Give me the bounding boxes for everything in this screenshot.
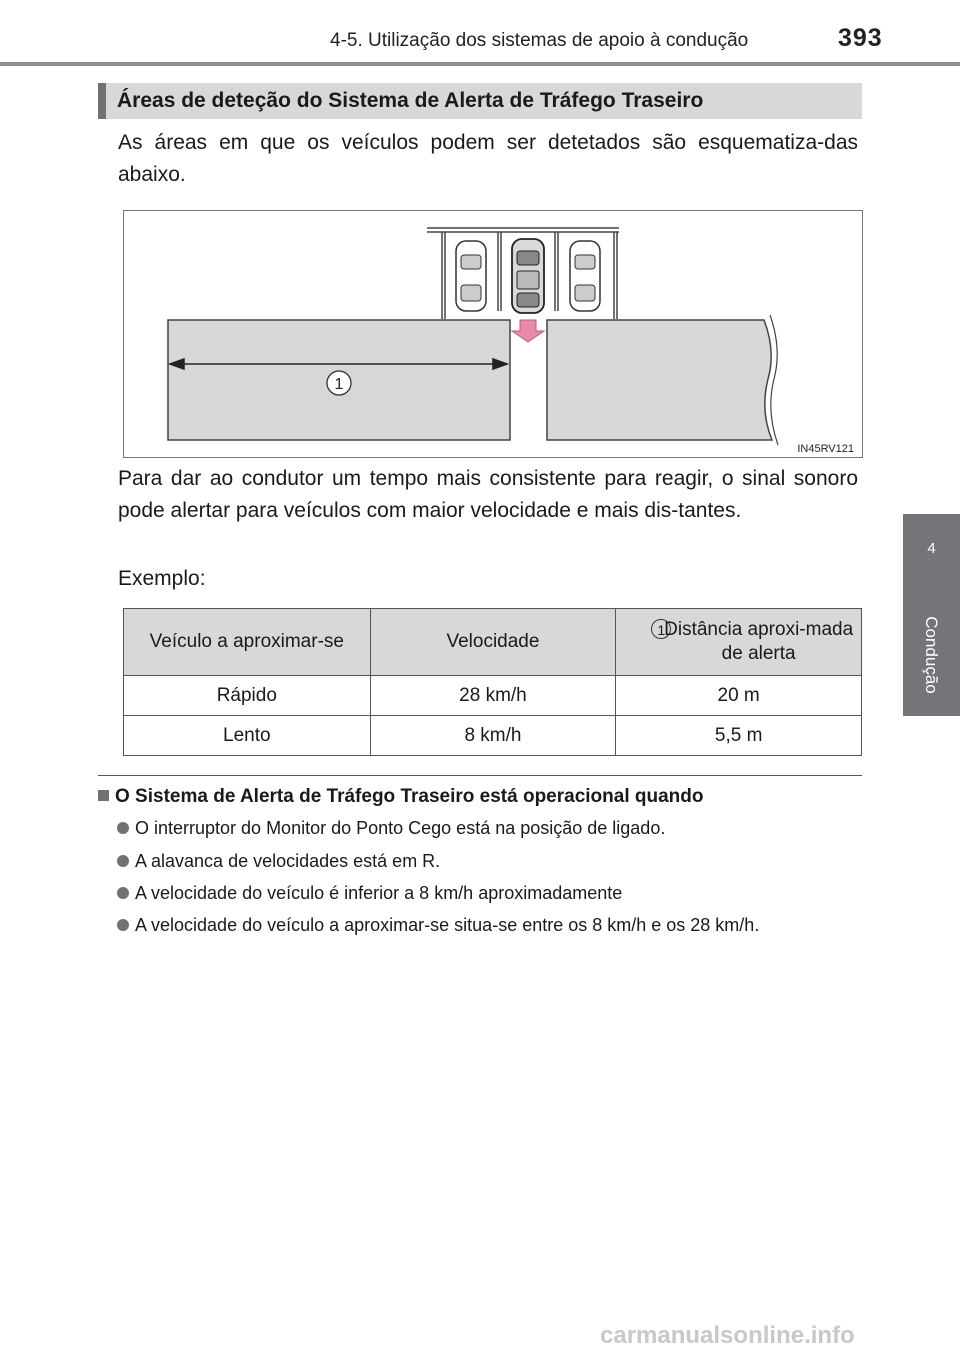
parked-car-left-icon [456, 241, 486, 311]
column-header-distance-text: Distância aproxi-mada de alerta [664, 619, 854, 664]
header-rule [0, 62, 960, 66]
list-item [117, 912, 862, 938]
watermark: carmanualsonline.info [600, 1322, 855, 1349]
table-row [124, 676, 862, 716]
reversing-car-icon [512, 239, 544, 313]
section-title-band [98, 83, 862, 119]
header-section-title: 4-5. Utilização dos sistemas de apoio à condução [330, 30, 749, 51]
list-item-text: A velocidade do veículo a aproximar-se situa-se entre os 8 km/h e os 28 km/h. [135, 915, 760, 935]
header-callout-1-icon: 1 [651, 619, 671, 639]
page-number: 393 [838, 24, 883, 52]
table-cell: 20 m [616, 676, 862, 716]
bullet-dot-icon [117, 855, 129, 867]
reverse-direction-arrow-icon [512, 320, 544, 342]
detection-area-diagram [124, 211, 862, 457]
subsection-heading-text: O Sistema de Alerta de Tráfego Traseiro está operacional quando [115, 786, 704, 807]
table-cell: 8 km/h [370, 716, 616, 756]
alert-distance-table [123, 608, 862, 756]
subsection-rule [98, 775, 862, 776]
figure-code: IN45RV121 [797, 443, 854, 455]
column-header-speed: Velocidade [370, 609, 616, 676]
alert-paragraph: Para dar ao condutor um tempo mais consistente para reagir, o sinal sonoro pode alertar para veículos com maior velocidade e mais dis-tantes. [118, 467, 858, 522]
detection-zone-right [547, 320, 772, 440]
table-cell: 28 km/h [370, 676, 616, 716]
callout-1-label: 1 [334, 376, 344, 393]
table-cell: Lento [124, 716, 371, 756]
section-title: Áreas de deteção do Sistema de Alerta de Tráfego Traseiro [117, 89, 704, 112]
intro-paragraph: As áreas em que os veículos podem ser detetados são esquematiza-das abaixo. [118, 131, 858, 186]
column-header-vehicle: Veículo a aproximar-se [124, 609, 371, 676]
bullet-dot-icon [117, 919, 129, 931]
bullet-dot-icon [117, 822, 129, 834]
table-cell: 5,5 m [616, 716, 862, 756]
list-item [117, 848, 862, 874]
table-cell: Rápido [124, 676, 371, 716]
subsection-heading [98, 786, 703, 808]
list-item-text: A velocidade do veículo é inferior a 8 km/h aproximadamente [135, 883, 623, 903]
list-item-text: O interruptor do Monitor do Ponto Cego está na posição de ligado. [135, 818, 666, 838]
chapter-tab-number: 4 [927, 540, 936, 557]
table-header-row [124, 609, 862, 676]
list-item [117, 880, 862, 906]
square-bullet-icon [98, 790, 109, 801]
list-item [117, 815, 862, 841]
table-row [124, 716, 862, 756]
bullet-dot-icon [117, 887, 129, 899]
parked-car-right-icon [570, 241, 600, 311]
example-label: Exemplo: [118, 567, 206, 590]
list-item-text: A alavanca de velocidades está em R. [135, 851, 441, 871]
detection-area-figure [123, 210, 863, 458]
column-header-distance [616, 609, 862, 676]
chapter-tab-label: Condução [922, 616, 941, 694]
